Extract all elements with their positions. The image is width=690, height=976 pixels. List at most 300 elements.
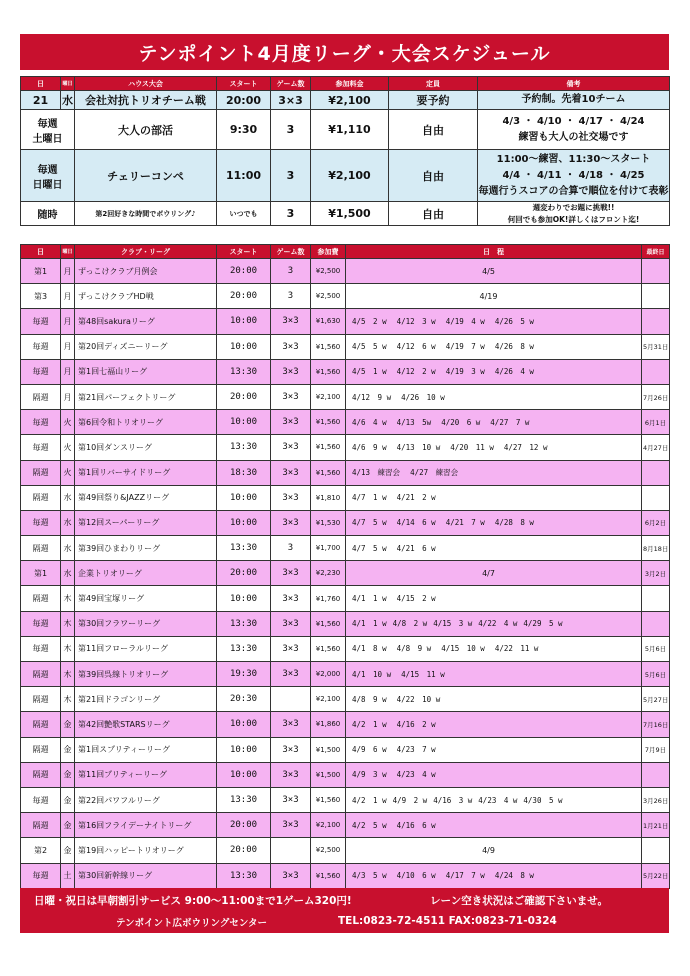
league-last-day: 4月27日 [642, 435, 670, 460]
leagues-header-schedule: 日 程 [346, 245, 642, 259]
league-start: 10:00 [217, 586, 271, 611]
league-dow: 木 [61, 687, 75, 712]
league-start: 13:30 [217, 611, 271, 636]
league-games: 3×3 [271, 460, 311, 485]
league-schedule-date: 4/16 2 w [396, 719, 436, 729]
league-last-day: 7月16日 [642, 712, 670, 737]
event-name: 第2回好きな時間でボウリング♪ [75, 202, 217, 226]
league-games: 3×3 [271, 662, 311, 687]
league-schedule [346, 460, 642, 485]
league-schedule-date: 4/6 4 w [352, 417, 387, 427]
league-dow: 水 [61, 536, 75, 561]
league-schedule [346, 359, 642, 384]
league-frequency: 隔週 [21, 687, 61, 712]
league-name: 第6回令和トリオリーグ [75, 410, 217, 435]
league-frequency: 隔週 [21, 737, 61, 762]
league-schedule-date: 4/12 6 w [396, 342, 436, 352]
league-schedule-date: 4/13 5w [396, 417, 432, 427]
league-fee: ¥2,230 [311, 561, 346, 586]
events-header-games: ゲーム数 [271, 77, 311, 91]
league-start: 20:00 [217, 838, 271, 863]
league-games: 3×3 [271, 309, 311, 334]
league-schedule-date: 4/12 3 w [396, 316, 436, 326]
league-row [21, 838, 670, 863]
event-capacity: 自由 [389, 110, 478, 150]
league-last-day: 3月26日 [642, 787, 670, 812]
league-row [21, 334, 670, 359]
league-schedule-date: 4/22 11 w [494, 644, 539, 654]
event-note-line: 練習も大人の社交場です [518, 131, 629, 143]
league-schedule-date: 4/10 6 w [396, 871, 436, 881]
event-fee: ¥2,100 [311, 91, 389, 110]
league-frequency: 隔週 [21, 485, 61, 510]
leagues-header-row [21, 245, 670, 259]
league-row [21, 284, 670, 309]
league-schedule [346, 561, 642, 586]
league-frequency: 毎週 [21, 359, 61, 384]
league-last-day [642, 485, 670, 510]
league-last-day: 5月6日 [642, 662, 670, 687]
events-header-dow: 曜日 [61, 77, 75, 91]
league-dow: 火 [61, 460, 75, 485]
league-fee: ¥2,500 [311, 838, 346, 863]
league-start: 13:30 [217, 536, 271, 561]
event-name: 会社対抗トリオチーム戦 [75, 91, 217, 110]
league-schedule-date: 4/22 4 w [478, 619, 518, 629]
league-games: 3×3 [271, 410, 311, 435]
league-schedule [346, 838, 642, 863]
event-note [478, 91, 670, 110]
league-games: 3×3 [271, 334, 311, 359]
league-schedule-date: 4/26 4 w [494, 367, 534, 377]
league-schedule-date: 4/1 1 w [352, 619, 387, 629]
league-dow: 木 [61, 636, 75, 661]
league-schedule-date: 4/21 7 w [445, 518, 485, 528]
league-name: 第49回宝塚リーグ [75, 586, 217, 611]
league-start: 10:00 [217, 737, 271, 762]
league-name: 第1回七福山リーグ [75, 359, 217, 384]
league-games: 3×3 [271, 737, 311, 762]
league-start: 10:00 [217, 485, 271, 510]
event-games: 3 [271, 150, 311, 202]
league-schedule [346, 309, 642, 334]
league-schedule-date: 4/9 2 w [392, 795, 428, 805]
league-fee: ¥1,560 [311, 334, 346, 359]
league-schedule-date: 4/2 1 w [352, 795, 387, 805]
league-schedule-date: 4/5 2 w [352, 316, 387, 326]
league-schedule-date: 4/7 [482, 568, 495, 578]
event-start: いつでも [217, 202, 271, 226]
event-games: 3 [271, 202, 311, 226]
events-header-capacity: 定員 [389, 77, 478, 91]
league-schedule-date: 4/1 1 w [352, 594, 387, 604]
league-schedule [346, 259, 642, 284]
league-schedule [346, 737, 642, 762]
league-dow: 月 [61, 334, 75, 359]
league-frequency: 毎週 [21, 510, 61, 535]
league-row [21, 259, 670, 284]
events-header-start: スタート [217, 77, 271, 91]
league-fee: ¥1,500 [311, 762, 346, 787]
event-day: 毎週 日曜日 [21, 150, 75, 202]
league-row [21, 737, 670, 762]
league-last-day [642, 611, 670, 636]
event-games: 3 [271, 110, 311, 150]
league-last-day [642, 359, 670, 384]
league-start: 13:30 [217, 435, 271, 460]
league-schedule-date: 4/13 10 w [396, 442, 441, 452]
league-dow: 月 [61, 284, 75, 309]
league-schedule-date: 4/27 12 w [503, 442, 548, 452]
league-games: 3×3 [271, 359, 311, 384]
league-last-day: 6月2日 [642, 510, 670, 535]
league-frequency: 毎週 [21, 611, 61, 636]
league-name: 企業トリオリーグ [75, 561, 217, 586]
league-fee: ¥1,560 [311, 863, 346, 888]
league-fee: ¥2,500 [311, 259, 346, 284]
event-note-line: 何回でも参加OK!詳しくはフロント迄! [507, 214, 640, 224]
leagues-header-fee: 参加費 [311, 245, 346, 259]
league-name: 第42回艶歌STARSリーグ [75, 712, 217, 737]
league-last-day: 5月27日 [642, 687, 670, 712]
league-schedule [346, 762, 642, 787]
league-start: 20:00 [217, 813, 271, 838]
footer [20, 888, 669, 933]
league-row [21, 485, 670, 510]
league-frequency: 隔週 [21, 712, 61, 737]
league-last-day [642, 838, 670, 863]
event-capacity: 要予約 [389, 91, 478, 110]
league-games: 3×3 [271, 636, 311, 661]
league-schedule-date: 4/19 4 w [445, 316, 485, 326]
league-name: 第16回フライデーナイトリーグ [75, 813, 217, 838]
league-last-day: 5月31日 [642, 334, 670, 359]
league-games: 3×3 [271, 561, 311, 586]
league-dow: 金 [61, 737, 75, 762]
league-schedule-date: 4/1 8 w [352, 644, 387, 654]
league-name: 第30回フラワーリーグ [75, 611, 217, 636]
league-frequency: 隔週 [21, 536, 61, 561]
league-start: 10:00 [217, 510, 271, 535]
league-schedule-date: 4/20 6 w [441, 417, 481, 427]
league-last-day: 8月18日 [642, 536, 670, 561]
league-fee: ¥1,560 [311, 435, 346, 460]
league-schedule-date: 4/8 9 w [396, 644, 432, 654]
event-capacity: 自由 [389, 150, 478, 202]
event-note-line: 4/3 ・ 4/10 ・ 4/17 ・ 4/24 [502, 115, 645, 127]
league-row [21, 536, 670, 561]
league-schedule-date: 4/5 1 w [352, 367, 387, 377]
event-name: チェリーコンペ [75, 150, 217, 202]
league-schedule [346, 611, 642, 636]
league-name: 第11回プリティーリーグ [75, 762, 217, 787]
league-schedule-date: 4/15 2 w [396, 594, 436, 604]
league-schedule-date: 4/8 9 w [352, 694, 387, 704]
league-schedule [346, 813, 642, 838]
events-header-fee: 参加料金 [311, 77, 389, 91]
league-schedule-date: 4/8 2 w [392, 619, 428, 629]
league-frequency: 第2 [21, 838, 61, 863]
league-row [21, 586, 670, 611]
league-frequency: 隔週 [21, 586, 61, 611]
events-table [20, 76, 670, 226]
league-frequency: 隔週 [21, 813, 61, 838]
league-games: 3×3 [271, 762, 311, 787]
league-frequency: 毎週 [21, 435, 61, 460]
event-start: 11:00 [217, 150, 271, 202]
event-row [21, 110, 670, 150]
league-row [21, 662, 670, 687]
league-start: 13:30 [217, 636, 271, 661]
league-row [21, 384, 670, 409]
league-row [21, 510, 670, 535]
league-schedule [346, 284, 642, 309]
league-games: 3 [271, 259, 311, 284]
league-frequency: 第1 [21, 561, 61, 586]
event-day: 21 [21, 91, 61, 110]
event-start: 20:00 [217, 91, 271, 110]
league-row [21, 687, 670, 712]
league-schedule-date: 4/2 5 w [352, 820, 387, 830]
event-fee: ¥1,110 [311, 110, 389, 150]
league-schedule [346, 536, 642, 561]
league-schedule-date: 4/12 2 w [396, 367, 436, 377]
league-name: 第20回ディズニーリーグ [75, 334, 217, 359]
league-schedule [346, 687, 642, 712]
league-dow: 月 [61, 309, 75, 334]
league-frequency: 第1 [21, 259, 61, 284]
page-title: テンポイント4月度リーグ・大会スケジュール [20, 34, 669, 70]
league-schedule-date: 4/7 5 w [352, 543, 387, 553]
league-dow: 金 [61, 813, 75, 838]
league-schedule-date: 4/17 7 w [445, 871, 485, 881]
league-dow: 火 [61, 410, 75, 435]
league-schedule-date: 4/19 [479, 291, 498, 301]
league-name: 第22回パワフルリーグ [75, 787, 217, 812]
league-fee: ¥2,100 [311, 687, 346, 712]
events-header-row [21, 77, 670, 91]
league-frequency: 隔週 [21, 384, 61, 409]
league-dow: 水 [61, 485, 75, 510]
league-name: 第49回祭り&JAZZリーグ [75, 485, 217, 510]
league-dow: 月 [61, 384, 75, 409]
league-name: 第11回フローラルリーグ [75, 636, 217, 661]
league-start: 10:00 [217, 334, 271, 359]
league-fee: ¥1,500 [311, 737, 346, 762]
event-note [478, 202, 670, 226]
league-games: 3×3 [271, 586, 311, 611]
league-name: 第21回ドラゴンリーグ [75, 687, 217, 712]
league-start: 13:30 [217, 863, 271, 888]
league-name: 第21回パーフェクトリーグ [75, 384, 217, 409]
league-start: 19:30 [217, 662, 271, 687]
league-schedule-date: 4/27 練習会 [410, 468, 459, 478]
league-last-day: 6月1日 [642, 410, 670, 435]
events-header-note: 備考 [478, 77, 670, 91]
league-row [21, 787, 670, 812]
event-fee: ¥1,500 [311, 202, 389, 226]
league-last-day: 5月6日 [642, 636, 670, 661]
events-header-day: 日 [21, 77, 61, 91]
league-name: 第1回リバーサイドリーグ [75, 460, 217, 485]
league-dow: 木 [61, 662, 75, 687]
league-schedule-date: 4/30 5 w [523, 795, 563, 805]
league-fee: ¥1,810 [311, 485, 346, 510]
league-schedule [346, 662, 642, 687]
league-start: 20:00 [217, 384, 271, 409]
leagues-table [20, 244, 670, 889]
league-fee: ¥1,700 [311, 536, 346, 561]
league-dow: 水 [61, 510, 75, 535]
event-note-line: 11:00～練習、11:30～スタート [496, 153, 651, 165]
league-schedule [346, 863, 642, 888]
league-name: 第1回スプリティーリーグ [75, 737, 217, 762]
league-schedule-date: 4/15 11 w [401, 669, 445, 679]
league-start: 20:30 [217, 687, 271, 712]
league-row [21, 611, 670, 636]
event-note-line: 毎週行うスコアの合算で順位を付けて表彰 [478, 185, 669, 197]
league-schedule-date: 4/15 3 w [433, 619, 473, 629]
league-schedule-date: 4/28 8 w [494, 518, 534, 528]
league-last-day: 3月2日 [642, 561, 670, 586]
league-schedule [346, 435, 642, 460]
league-row [21, 435, 670, 460]
league-schedule-date: 4/9 3 w [352, 770, 387, 780]
league-schedule-date: 4/6 9 w [352, 442, 387, 452]
league-frequency: 隔週 [21, 460, 61, 485]
league-row [21, 359, 670, 384]
league-name: 第30回新幹線リーグ [75, 863, 217, 888]
league-schedule-date: 4/24 8 w [494, 871, 534, 881]
league-fee: ¥1,560 [311, 611, 346, 636]
league-frequency: 隔週 [21, 762, 61, 787]
league-last-day [642, 460, 670, 485]
event-day: 毎週 土曜日 [21, 110, 75, 150]
league-name: 第12回スーパーリーグ [75, 510, 217, 535]
league-last-day: 7月9日 [642, 737, 670, 762]
league-schedule-date: 4/2 1 w [352, 719, 387, 729]
league-schedule-date: 4/9 6 w [352, 745, 387, 755]
league-dow: 水 [61, 561, 75, 586]
league-start: 10:00 [217, 712, 271, 737]
league-fee: ¥1,560 [311, 410, 346, 435]
league-name: ずっこけクラブHD戦 [75, 284, 217, 309]
league-frequency: 毎週 [21, 636, 61, 661]
league-schedule-date: 4/27 7 w [490, 417, 530, 427]
league-fee: ¥2,500 [311, 284, 346, 309]
league-start: 18:30 [217, 460, 271, 485]
league-fee: ¥2,100 [311, 813, 346, 838]
league-last-day: 1月21日 [642, 813, 670, 838]
league-schedule-date: 4/20 11 w [450, 442, 494, 452]
league-schedule-date: 4/26 5 w [494, 316, 534, 326]
league-fee: ¥1,860 [311, 712, 346, 737]
league-games: 3 [271, 536, 311, 561]
league-schedule [346, 485, 642, 510]
league-games: 3×3 [271, 384, 311, 409]
event-capacity: 自由 [389, 202, 478, 226]
league-dow: 木 [61, 611, 75, 636]
league-dow: 金 [61, 712, 75, 737]
league-games: 3×3 [271, 435, 311, 460]
league-schedule-date: 4/7 5 w [352, 518, 387, 528]
league-games: 3×3 [271, 787, 311, 812]
league-schedule-date: 4/5 [482, 266, 495, 276]
league-dow: 木 [61, 586, 75, 611]
league-schedule [346, 334, 642, 359]
league-row [21, 410, 670, 435]
league-fee: ¥1,560 [311, 359, 346, 384]
event-name: 大人の部活 [75, 110, 217, 150]
league-schedule-date: 4/23 7 w [396, 745, 436, 755]
league-last-day [642, 762, 670, 787]
league-last-day: 7月26日 [642, 384, 670, 409]
league-last-day: 5月22日 [642, 863, 670, 888]
events-header-name: ハウス大会 [75, 77, 217, 91]
league-schedule-date: 4/7 1 w [352, 493, 387, 503]
league-schedule-date: 4/3 5 w [352, 871, 387, 881]
league-schedule-date: 4/23 4 w [478, 795, 518, 805]
event-note-line: 4/4 ・ 4/11 ・ 4/18 ・ 4/25 [502, 169, 645, 181]
event-note [478, 150, 670, 202]
league-fee: ¥1,530 [311, 510, 346, 535]
footer-contact: TEL:0823-72-4511 FAX:0823-71-0324 [338, 915, 557, 927]
league-schedule [346, 510, 642, 535]
league-start: 10:00 [217, 309, 271, 334]
leagues-header-games: ゲーム数 [271, 245, 311, 259]
league-row [21, 863, 670, 888]
league-frequency: 毎週 [21, 787, 61, 812]
league-dow: 月 [61, 259, 75, 284]
league-fee: ¥2,100 [311, 384, 346, 409]
footer-discount-text: 日曜・祝日は早朝割引サービス 9:00～11:00まで1ゲーム320円! [34, 895, 352, 907]
leagues-header-name: クラブ・リーグ [75, 245, 217, 259]
league-start: 20:00 [217, 561, 271, 586]
league-schedule [346, 410, 642, 435]
league-name: 第10回ダンスリーグ [75, 435, 217, 460]
league-games [271, 838, 311, 863]
league-schedule-date: 4/16 6 w [396, 820, 436, 830]
league-schedule-date: 4/21 6 w [396, 543, 436, 553]
league-schedule [346, 712, 642, 737]
league-row [21, 460, 670, 485]
league-last-day [642, 259, 670, 284]
league-row [21, 762, 670, 787]
league-frequency: 毎週 [21, 863, 61, 888]
league-name: 第19回ハッピートリオリーグ [75, 838, 217, 863]
league-schedule [346, 586, 642, 611]
league-fee: ¥2,000 [311, 662, 346, 687]
league-schedule-date: 4/19 7 w [445, 342, 485, 352]
league-start: 10:00 [217, 410, 271, 435]
event-row [21, 202, 670, 226]
league-schedule-date: 4/23 4 w [396, 770, 436, 780]
league-name: ずっこけクラブ月例会 [75, 259, 217, 284]
leagues-header-last: 最終日 [642, 245, 670, 259]
league-schedule-date: 4/1 10 w [352, 669, 392, 679]
league-row [21, 712, 670, 737]
league-games: 3 [271, 284, 311, 309]
event-day: 随時 [21, 202, 75, 226]
league-dow: 月 [61, 359, 75, 384]
league-schedule-date: 4/14 6 w [396, 518, 436, 528]
leagues-header-dow: 曜日 [61, 245, 75, 259]
league-dow: 土 [61, 863, 75, 888]
league-start: 20:00 [217, 284, 271, 309]
league-fee: ¥1,630 [311, 309, 346, 334]
league-schedule-date: 4/26 10 w [401, 392, 445, 402]
league-games: 3×3 [271, 611, 311, 636]
